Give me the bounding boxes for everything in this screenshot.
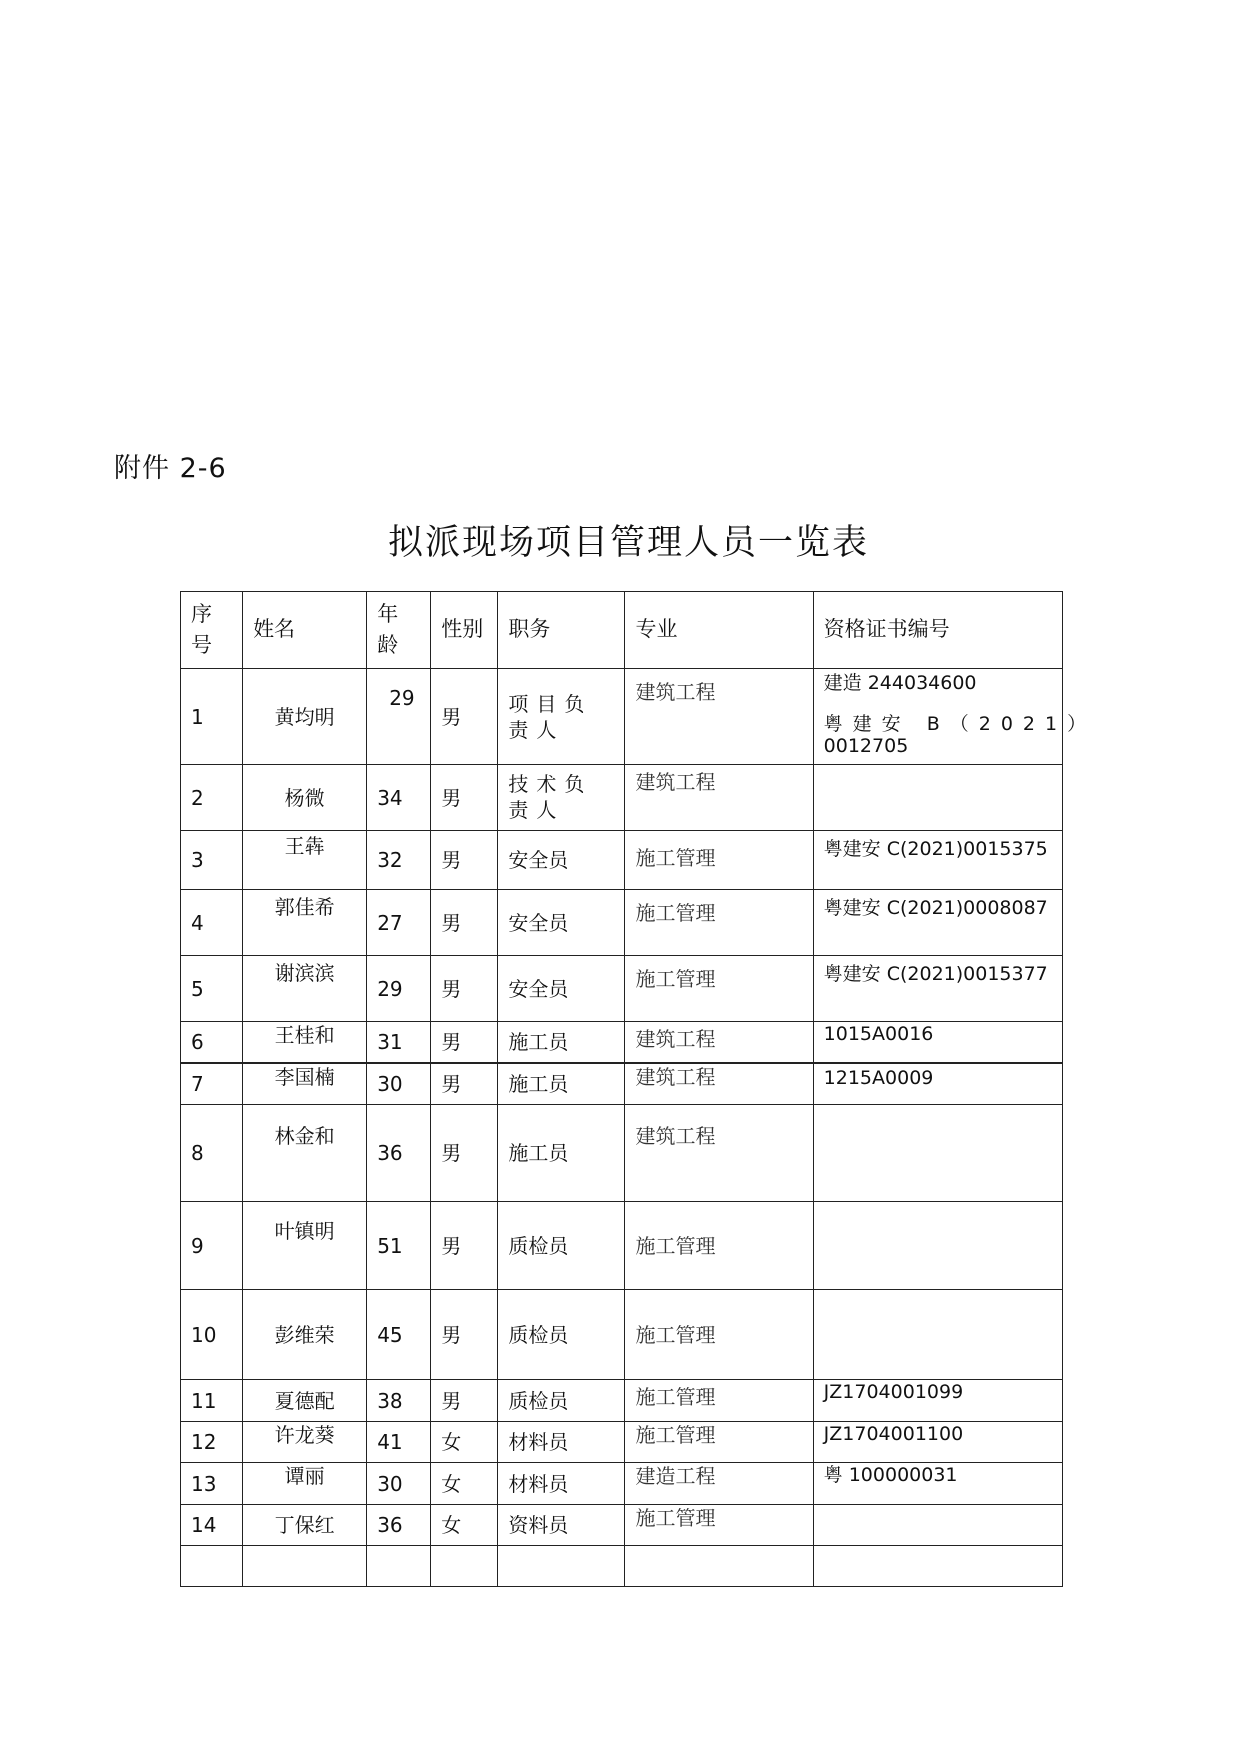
cell-major: 建造工程 <box>625 1463 813 1505</box>
cell-sex: 男 <box>431 890 498 956</box>
cell-name: 彭维荣 <box>243 1290 367 1380</box>
cell-age: 30 <box>367 1063 431 1105</box>
cell-age: 29 <box>367 956 431 1022</box>
cell-major: 施工管理 <box>625 1290 813 1380</box>
cell-age: 31 <box>367 1022 431 1063</box>
cell-sex: 女 <box>431 1505 498 1546</box>
cell-name: 黄均明 <box>243 669 367 765</box>
cell-name: 郭佳希 <box>243 890 367 956</box>
cell-name: 丁保红 <box>243 1505 367 1546</box>
cell-cert: 粤 100000031 <box>813 1463 1062 1505</box>
cell-name: 谭丽 <box>243 1463 367 1505</box>
cell-age: 51 <box>367 1202 431 1290</box>
cell-name: 叶镇明 <box>243 1202 367 1290</box>
cell-major: 施工管理 <box>625 831 813 890</box>
cell-position: 施工员 <box>498 1105 625 1202</box>
table-row <box>181 956 1063 1022</box>
cell-sex: 男 <box>431 1022 498 1063</box>
cell-major: 施工管理 <box>625 1202 813 1290</box>
cell-major: 施工管理 <box>625 1505 813 1546</box>
cell-position: 资料员 <box>498 1505 625 1546</box>
header-major: 专业 <box>625 592 813 669</box>
cell-major: 施工管理 <box>625 1380 813 1422</box>
cell-cert: 粤建安 C(2021)0015377 <box>813 956 1062 1022</box>
cell-no: 4 <box>181 890 243 956</box>
cell-name: 王桂和 <box>243 1022 367 1063</box>
attachment-label: 附件 2-6 <box>114 453 227 484</box>
cell-sex: 男 <box>431 1380 498 1422</box>
cert-line-2: 粤建安 B（2021） <box>823 712 1097 735</box>
cell-no: 1 <box>181 669 243 765</box>
cell-position: 安全员 <box>498 831 625 890</box>
header-position: 职务 <box>498 592 625 669</box>
cell-age: 38 <box>367 1380 431 1422</box>
cell-sex: 男 <box>431 669 498 765</box>
table-row <box>181 831 1063 890</box>
table-header-row <box>181 592 1063 669</box>
cell-cert: 粤建安 C(2021)0008087 <box>813 890 1062 956</box>
cell-no: 6 <box>181 1022 243 1063</box>
cell-sex: 女 <box>431 1422 498 1463</box>
cert-line-1: 建造 244034600 <box>823 672 977 694</box>
cell-sex: 男 <box>431 1063 498 1105</box>
header-cert: 资格证书编号 <box>813 592 1062 669</box>
cell-major: 施工管理 <box>625 956 813 1022</box>
cell-age: 34 <box>367 765 431 831</box>
cell-age: 32 <box>367 831 431 890</box>
empty-cell <box>243 1546 367 1587</box>
cell-name: 许龙葵 <box>243 1422 367 1463</box>
cell-name: 夏德配 <box>243 1380 367 1422</box>
table-row <box>181 1105 1063 1202</box>
cell-cert <box>813 669 1097 765</box>
document-title: 拟派现场项目管理人员一览表 <box>387 523 869 563</box>
cell-position: 材料员 <box>498 1422 625 1463</box>
cell-name: 李国楠 <box>243 1063 367 1105</box>
table-row <box>181 1463 1063 1505</box>
cell-position: 质检员 <box>498 1290 625 1380</box>
empty-cell <box>181 1546 243 1587</box>
cell-sex: 男 <box>431 1290 498 1380</box>
cell-age: 27 <box>367 890 431 956</box>
cell-position: 材料员 <box>498 1463 625 1505</box>
table-row <box>181 669 1063 765</box>
cell-age: 45 <box>367 1290 431 1380</box>
cell-cert <box>813 1105 1062 1202</box>
cell-cert <box>813 765 1062 831</box>
cell-name: 杨微 <box>243 765 367 831</box>
cell-name: 谢滨滨 <box>243 956 367 1022</box>
cell-no: 9 <box>181 1202 243 1290</box>
cell-position: 施工员 <box>498 1063 625 1105</box>
cell-major: 施工管理 <box>625 1422 813 1463</box>
cell-major: 建筑工程 <box>625 1105 813 1202</box>
table-row <box>181 1202 1063 1290</box>
table-row <box>181 890 1063 956</box>
cell-age: 30 <box>367 1463 431 1505</box>
table-row <box>181 1290 1063 1380</box>
cell-name: 王犇 <box>243 831 367 890</box>
cell-cert <box>813 1202 1062 1290</box>
staff-table <box>180 591 1097 1587</box>
table-row <box>181 1022 1063 1063</box>
cell-position: 技术负责人 <box>498 765 625 831</box>
header-name: 姓名 <box>243 592 367 669</box>
cell-position: 质检员 <box>498 1380 625 1422</box>
cell-no: 13 <box>181 1463 243 1505</box>
table-row <box>181 1063 1063 1105</box>
cell-position: 安全员 <box>498 890 625 956</box>
cell-cert: 粤建安 C(2021)0015375 <box>813 831 1062 890</box>
cell-no: 5 <box>181 956 243 1022</box>
cell-major: 施工管理 <box>625 890 813 956</box>
cell-name: 林金和 <box>243 1105 367 1202</box>
empty-cell <box>431 1546 498 1587</box>
cell-major: 建筑工程 <box>625 669 813 765</box>
cell-no: 2 <box>181 765 243 831</box>
cell-cert: 1015A0016 <box>813 1022 1062 1063</box>
cell-cert: JZ1704001099 <box>813 1380 1062 1422</box>
cell-major: 建筑工程 <box>625 1022 813 1063</box>
cell-sex: 男 <box>431 956 498 1022</box>
cell-no: 7 <box>181 1063 243 1105</box>
cell-position: 项目负责人 <box>498 669 625 765</box>
cell-sex: 男 <box>431 1105 498 1202</box>
cell-position: 施工员 <box>498 1022 625 1063</box>
cell-age: 41 <box>367 1422 431 1463</box>
cell-age: 29 <box>367 669 431 765</box>
cell-no: 12 <box>181 1422 243 1463</box>
cert-line-3: 0012705 <box>823 735 909 758</box>
table-row <box>181 765 1063 831</box>
cell-no: 3 <box>181 831 243 890</box>
header-age: 年龄 <box>367 592 431 669</box>
empty-cell <box>498 1546 625 1587</box>
cell-age: 36 <box>367 1505 431 1546</box>
table-row <box>181 1422 1063 1463</box>
header-sex: 性别 <box>431 592 498 669</box>
empty-cell <box>625 1546 813 1587</box>
cell-cert <box>813 1290 1062 1380</box>
cell-position: 质检员 <box>498 1202 625 1290</box>
cell-no: 8 <box>181 1105 243 1202</box>
table-row <box>181 1380 1063 1422</box>
cell-sex: 男 <box>431 1202 498 1290</box>
empty-row <box>181 1546 1063 1587</box>
cell-cert: 1215A0009 <box>813 1063 1062 1105</box>
empty-cell <box>813 1546 1062 1587</box>
cell-major: 建筑工程 <box>625 765 813 831</box>
cell-no: 11 <box>181 1380 243 1422</box>
cell-sex: 女 <box>431 1463 498 1505</box>
cell-sex: 男 <box>431 831 498 890</box>
cell-sex: 男 <box>431 765 498 831</box>
cell-no: 10 <box>181 1290 243 1380</box>
cell-no: 14 <box>181 1505 243 1546</box>
cell-position: 安全员 <box>498 956 625 1022</box>
table-row <box>181 1505 1063 1546</box>
cell-major: 建筑工程 <box>625 1063 813 1105</box>
empty-cell <box>367 1546 431 1587</box>
cell-cert <box>813 1505 1062 1546</box>
cell-cert: JZ1704001100 <box>813 1422 1062 1463</box>
header-no: 序号 <box>181 592 243 669</box>
cell-age: 36 <box>367 1105 431 1202</box>
